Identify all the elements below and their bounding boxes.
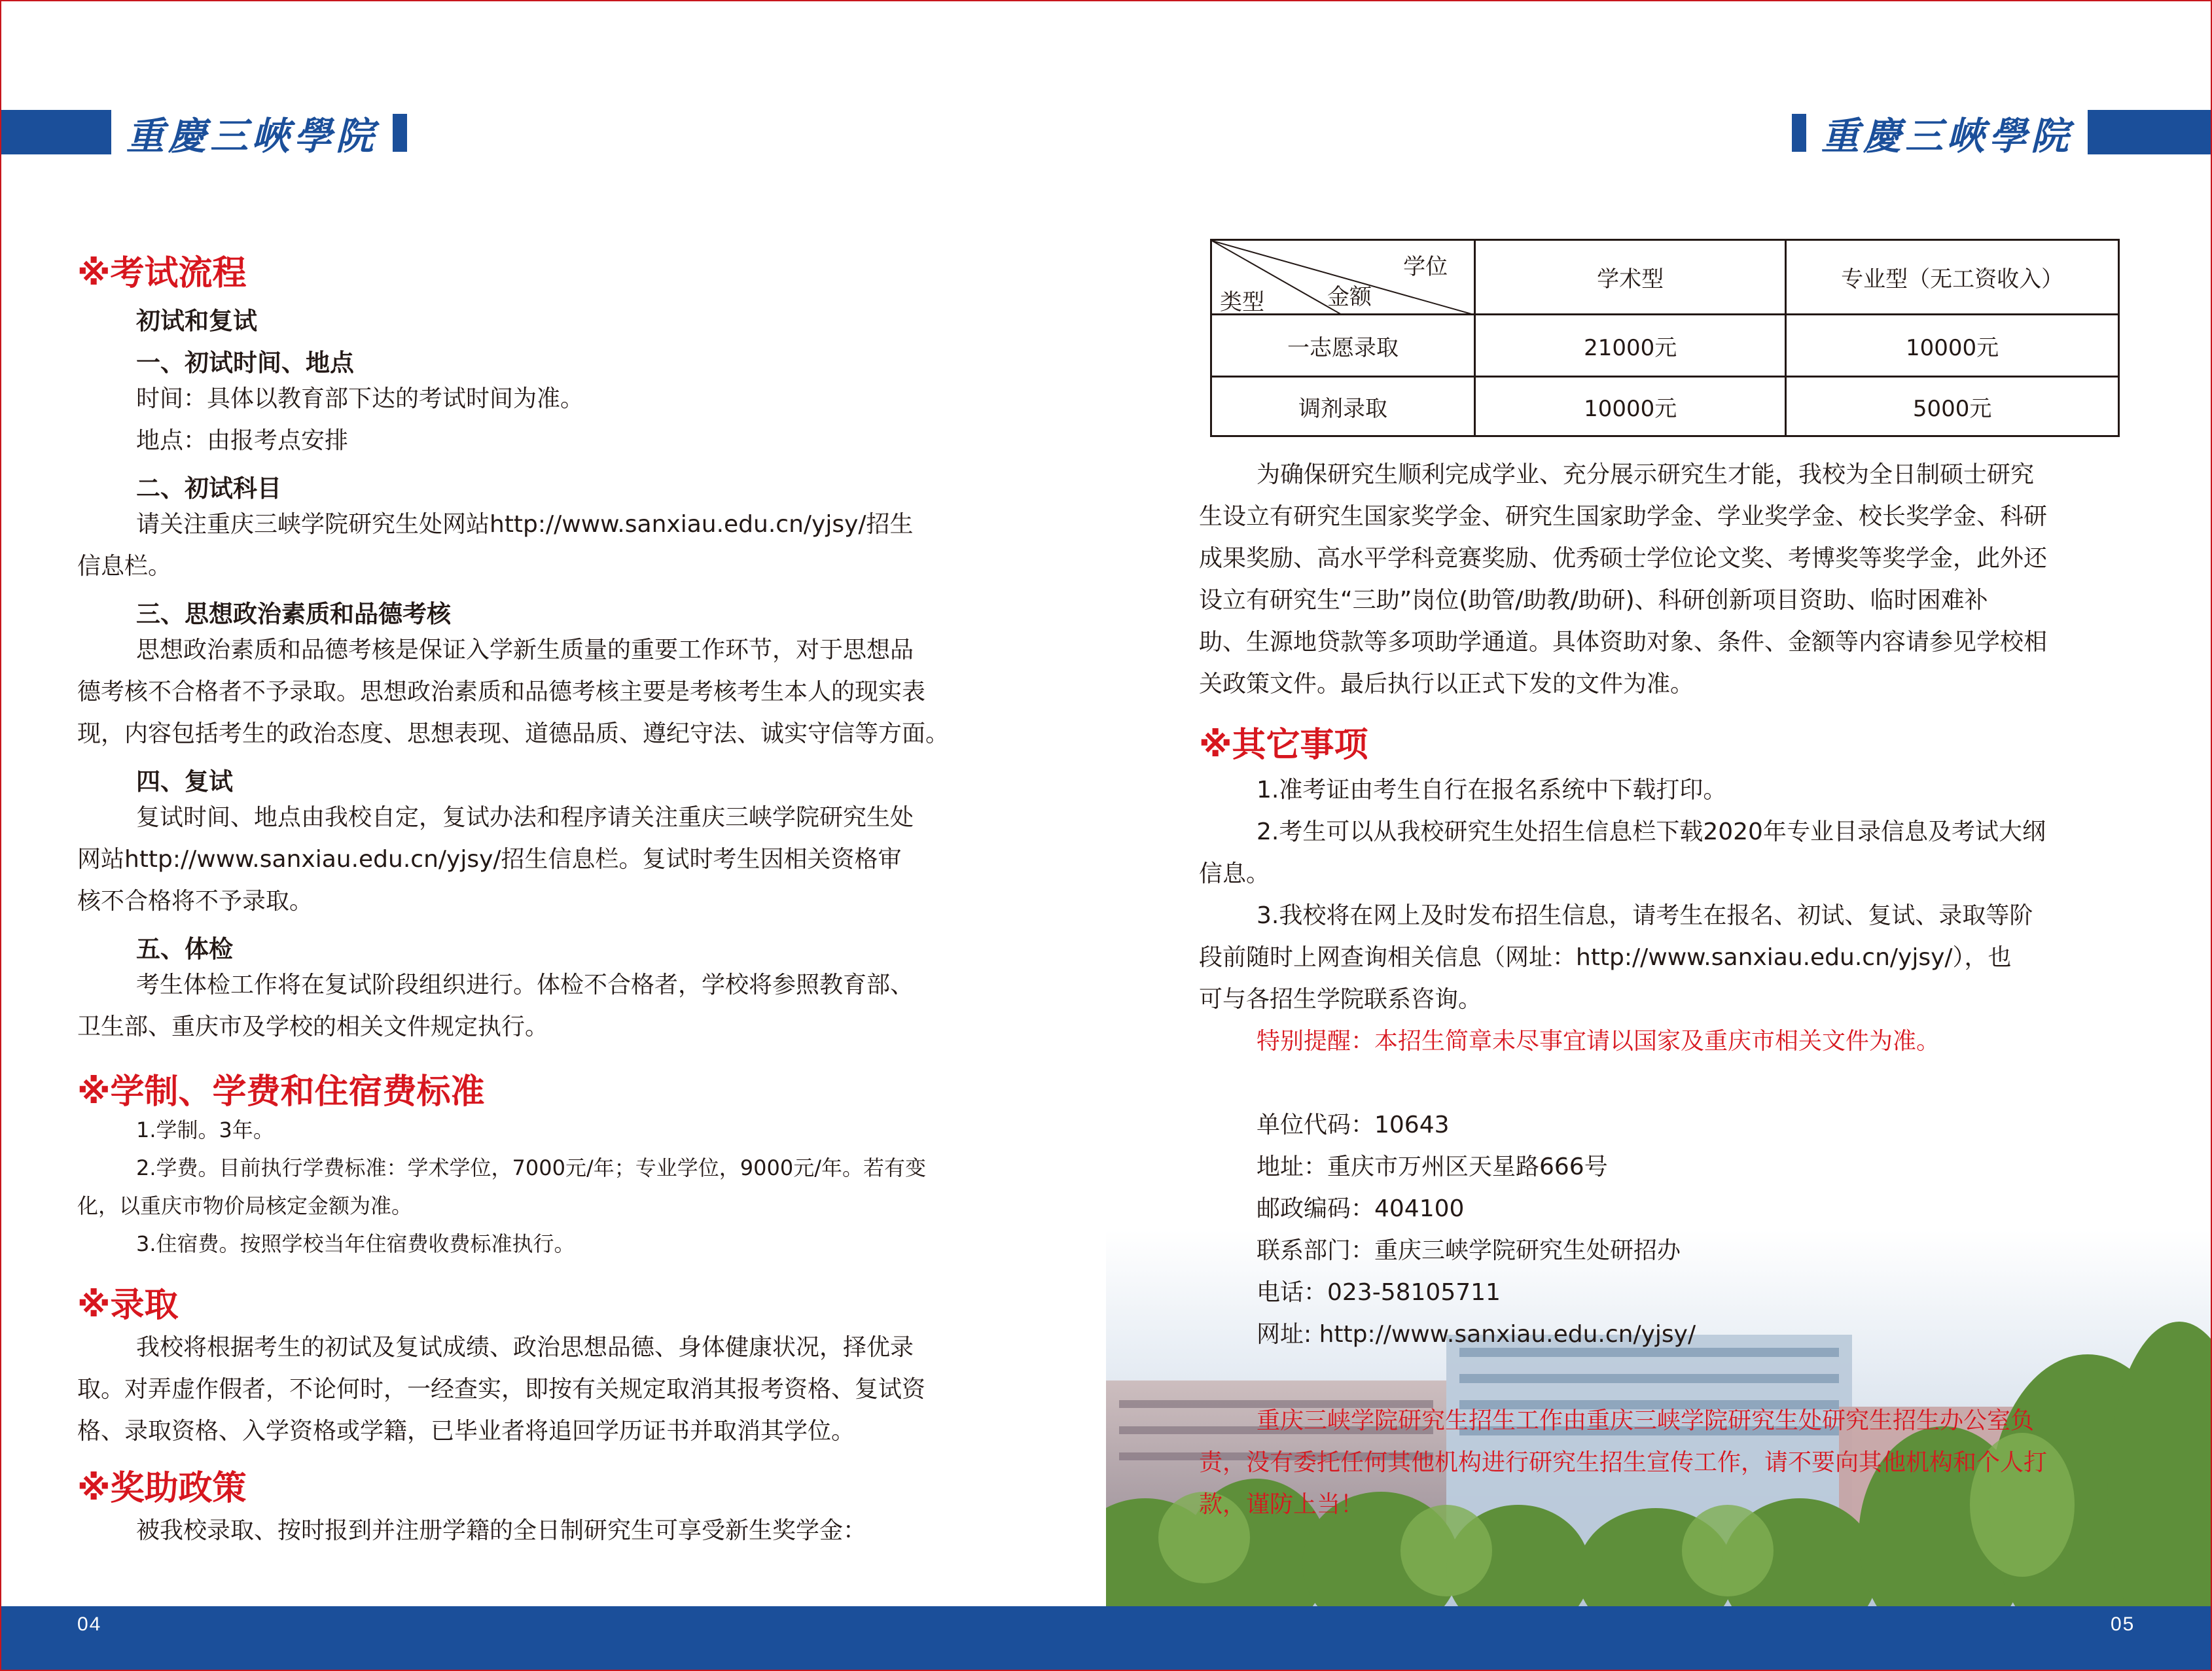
paragraph-line: 1.准考证由考生自行在报名系统中下载打印。: [1257, 777, 1727, 803]
corner-label-degree: 学位: [1403, 254, 1448, 280]
footer-band: [0, 1606, 1106, 1671]
paragraph-line: 卫生部、重庆市及学校的相关文件规定执行。: [77, 1013, 549, 1040]
paragraph-line: 2.考生可以从我校研究生处招生信息栏下载2020年专业目录信息及考试大纲: [1257, 818, 2046, 845]
contact-code: 单位代码：10643: [1257, 1112, 1450, 1138]
contact-website[interactable]: 网址: http://www.sanxiau.edu.cn/yjsy/: [1257, 1321, 1696, 1348]
corner-label-amount: 金额: [1327, 284, 1372, 310]
logo-flag-marker: [2088, 114, 2102, 152]
contact-postcode: 邮政编码：404100: [1257, 1195, 1465, 1222]
exam-intro: 初试和复试: [136, 307, 257, 335]
corner-label-type: 类型: [1220, 289, 1264, 315]
header-band-left: [0, 110, 111, 154]
paragraph-line: 信息。: [1199, 860, 1270, 887]
table-header-cell: 学术型: [1475, 240, 1786, 315]
subsection-title: 三、思想政治素质和品德考核: [136, 600, 451, 628]
paragraph-line: 可与各招生学院联系咨询。: [1199, 986, 1482, 1013]
logo-flag-marker: [393, 114, 407, 152]
warning-line: 款，谨防上当！: [1199, 1491, 1365, 1518]
subsection-title: 二、初试科目: [136, 474, 281, 502]
warning-line: 责，没有委托任何其他机构进行研究生招生宣传工作，请不要向其他机构和个人打: [1199, 1449, 2048, 1476]
paragraph-line: 格、录取资格、入学资格或学籍，已毕业者将追回学历证书并取消其学位。: [77, 1418, 855, 1445]
table-cell: 5000元: [1786, 377, 2119, 436]
page-number: 05: [2111, 1613, 2135, 1635]
table-cell: 10000元: [1475, 377, 1786, 436]
paragraph-line: 网站http://www.sanxiau.edu.cn/yjsy/招生信息栏。复试时考生因相关资格审: [77, 846, 902, 873]
paragraph-line: 成果奖励、高水平学科竞赛奖励、优秀硕士学位论文奖、考博奖等奖学金，此外还: [1199, 545, 2048, 572]
table-header-cell: 专业型（无工资收入）: [1786, 240, 2119, 315]
paragraph-line: 生设立有研究生国家奖学金、研究生国家助学金、学业奖学金、校长奖学金、科研: [1199, 503, 2048, 530]
header-band-right: [2088, 110, 2212, 154]
paragraph-line: 关政策文件。最后执行以正式下发的文件为准。: [1199, 671, 1694, 697]
table-row: [1211, 377, 2119, 436]
paragraph-line: 化，以重庆市物价局核定金额为准。: [77, 1193, 413, 1218]
page-number: 04: [77, 1613, 102, 1635]
contact-phone: 电话：023-58105711: [1257, 1279, 1501, 1306]
school-logo-text: 重慶三峽學院: [1821, 114, 2073, 158]
special-notice: 特别提醒：本招生简章未尽事宜请以国家及重庆市相关文件为准。: [1257, 1028, 1940, 1055]
paragraph-line: 德考核不合格者不予录取。思想政治素质和品德考核主要是考核考生本人的现实表: [77, 678, 926, 705]
table-cell: 10000元: [1786, 315, 2119, 377]
subsection-title: 四、复试: [136, 767, 233, 796]
paragraph-line: 核不合格将不予录取。: [77, 888, 313, 915]
paragraph-line: 为确保研究生顺利完成学业、充分展示研究生才能，我校为全日制硕士研究: [1257, 461, 2035, 488]
section-title-other: ※其它事项: [1199, 726, 1368, 765]
paragraph-line: 现，内容包括考生的政治态度、思想表现、道德品质、遵纪守法、诚实守信等方面。: [77, 720, 950, 747]
paragraph-line: 请关注重庆三峡学院研究生处网站http://www.sanxiau.edu.cn/yjsy/招生: [136, 511, 914, 538]
paragraph-line: 1.学制。3年。: [136, 1117, 274, 1142]
table-corner-cell: [1211, 240, 1475, 315]
paragraph-line: 3.我校将在网上及时发布招生信息，请考生在报名、初试、复试、录取等阶: [1257, 902, 2033, 929]
table-cell: 调剂录取: [1211, 377, 1475, 436]
school-logo-text: 重慶三峽學院: [126, 114, 378, 158]
paragraph-line: 3.住宿费。按照学校当年住宿费收费标准执行。: [136, 1231, 575, 1256]
logo-flag-marker: [1792, 114, 1806, 152]
section-title-fees: ※学制、学费和住宿费标准: [77, 1072, 485, 1112]
table-cell: 21000元: [1475, 315, 1786, 377]
section-title-admission: ※录取: [77, 1286, 179, 1325]
paragraph-line: 思想政治素质和品德考核是保证入学新生质量的重要工作环节，对于思想品: [136, 637, 914, 663]
scholarship-table: [1210, 239, 2120, 437]
paragraph-line: 考生体检工作将在复试阶段组织进行。体检不合格者，学校将参照教育部、: [136, 972, 914, 998]
paragraph-line: 段前随时上网查询相关信息（网址：http://www.sanxiau.edu.cn/yjsy/），也: [1199, 944, 2012, 971]
section-title-exam: ※考试流程: [77, 254, 247, 293]
footer-band: [1106, 1606, 2212, 1671]
table-row: [1211, 315, 2119, 377]
paragraph-line: 2.学费。目前执行学费标准：学术学位，7000元/年；专业学位，9000元/年。若有变: [136, 1155, 926, 1180]
subsection-title: 五、体检: [136, 935, 233, 963]
paragraph-line: 地点：由报考点安排: [136, 427, 349, 454]
paragraph-line: 时间：具体以教育部下达的考试时间为准。: [136, 385, 584, 412]
contact-address: 地址：重庆市万州区天星路666号: [1257, 1153, 1608, 1180]
paragraph-line: 助、生源地贷款等多项助学通道。具体资助对象、条件、金额等内容请参见学校相: [1199, 629, 2048, 656]
paragraph-line: 设立有研究生“三助”岗位(助管/助教/助研)、科研创新项目资助、临时困难补: [1199, 587, 1988, 614]
logo-flag-marker: [97, 114, 111, 152]
paragraph-line: 被我校录取、按时报到并注册学籍的全日制研究生可享受新生奖学金：: [136, 1517, 867, 1544]
subsection-title: 一、初试时间、地点: [136, 349, 354, 377]
table-cell: 一志愿录取: [1211, 315, 1475, 377]
warning-line: 重庆三峡学院研究生招生工作由重庆三峡学院研究生处研究生招生办公室负: [1257, 1407, 2035, 1434]
logo-box: [1806, 105, 2088, 161]
paragraph-line: 取。对弄虚作假者，不论何时，一经查实，即按有关规定取消其报考资格、复试资: [77, 1376, 926, 1403]
paragraph-line: 复试时间、地点由我校自定，复试办法和程序请关注重庆三峡学院研究生处: [136, 804, 914, 831]
contact-dept: 联系部门：重庆三峡学院研究生处研招办: [1257, 1237, 1681, 1264]
section-title-aid: ※奖助政策: [77, 1469, 247, 1508]
paragraph-line: 我校将根据考生的初试及复试成绩、政治思想品德、身体健康状况，择优录: [136, 1334, 914, 1361]
logo-box: [111, 105, 393, 161]
paragraph-line: 信息栏。: [77, 553, 172, 580]
